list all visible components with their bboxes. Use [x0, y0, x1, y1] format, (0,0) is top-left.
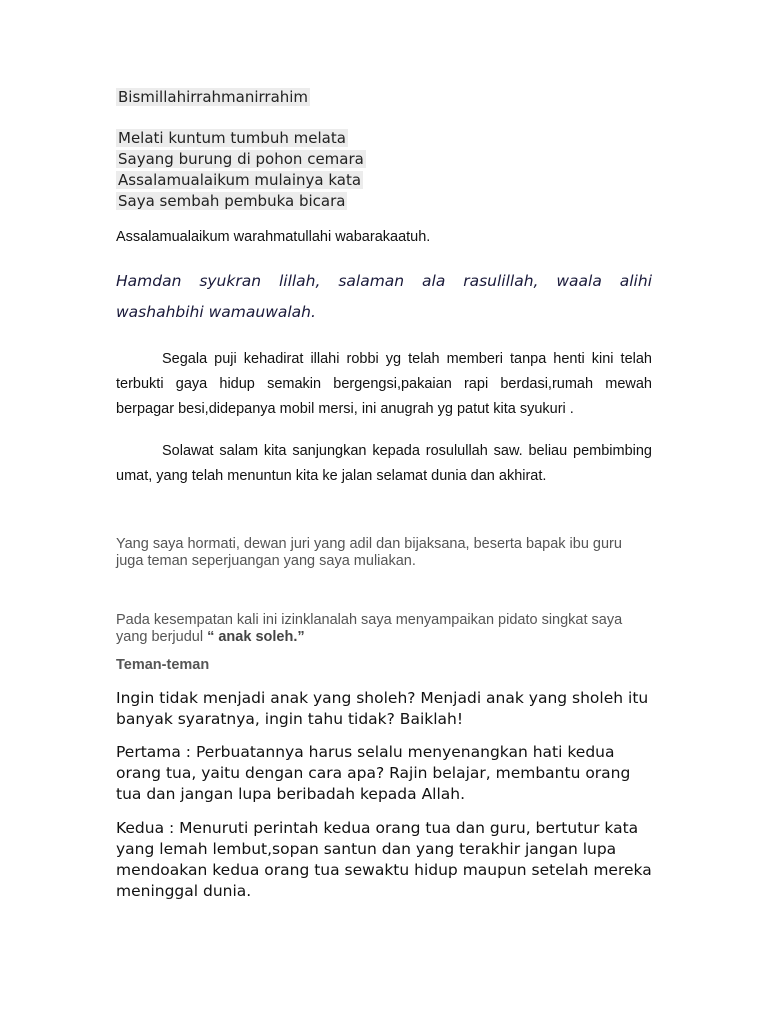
- occasion-text: Pada kesempatan kali ini izinklanalah saya menyampaikan pidato singkat saya yang berjudul: [116, 612, 623, 645]
- bismillah-heading: [116, 88, 652, 106]
- pantun-line-4: Saya sembah pembuka bicara: [118, 192, 346, 210]
- pantun-line-3: Assalamualaikum mulainya kata: [118, 171, 362, 189]
- body-paragraph-1: Ingin tidak menjadi anak yang sholeh? Menjadi anak yang sholeh itu banyak syaratnya, ingin tahu tidak? Baiklah!: [116, 689, 649, 728]
- pantun-line-1: Melati kuntum tumbuh melata: [118, 129, 346, 147]
- pantun-verse: [116, 128, 652, 212]
- opening-paragraph: Segala puji kehadirat illahi robbi yg telah memberi tanpa henti kini telah terbukti gaya hidup semakin bergengsi,pakaian rapi berdasi,rumah mewah berpagar besi,didepanya mobil mersi, ini anugrah yg patut kita syukuri .: [116, 351, 652, 417]
- body-paragraph-3: Kedua : Menuruti perintah kedua orang tua dan guru, bertutur kata yang lemah lembut,sopan santun dan yang terakhir jangan lupa mendoakan kedua orang tua sewaktu hidup maupun setelah mereka meninggal dunia.: [116, 819, 652, 900]
- pantun-line-2: Sayang burung di pohon cemara: [118, 150, 364, 168]
- occasion-paragraph: [116, 612, 652, 646]
- body-paragraph-2: Pertama : Perbuatannya harus selalu menyenangkan hati kedua orang tua, yaitu dengan cara apa? Rajin belajar, membantu orang tua dan jangan lupa beribadah kepada Allah.: [116, 743, 631, 803]
- teman-heading: Teman-teman: [116, 657, 210, 673]
- bismillah-text: Bismillahirrahmanirrahim: [118, 88, 309, 106]
- hamdan-praise: Hamdan syukran lillah, salaman ala rasulillah, waala alihi washahbihi wamauwalah.: [116, 272, 652, 321]
- speech-title: “ anak soleh.”: [207, 629, 305, 645]
- salam-greeting: Assalamualaikum warahmatullahi wabarakaatuh.: [116, 229, 431, 245]
- honor-paragraph: Yang saya hormati, dewan juri yang adil dan bijaksana, beserta bapak ibu guru juga teman seperjuangan yang saya muliakan.: [116, 536, 622, 569]
- solawat-paragraph: Solawat salam kita sanjungkan kepada rosulullah saw. beliau pembimbing umat, yang telah menuntun kita ke jalan selamat dunia dan akhirat.: [116, 443, 652, 484]
